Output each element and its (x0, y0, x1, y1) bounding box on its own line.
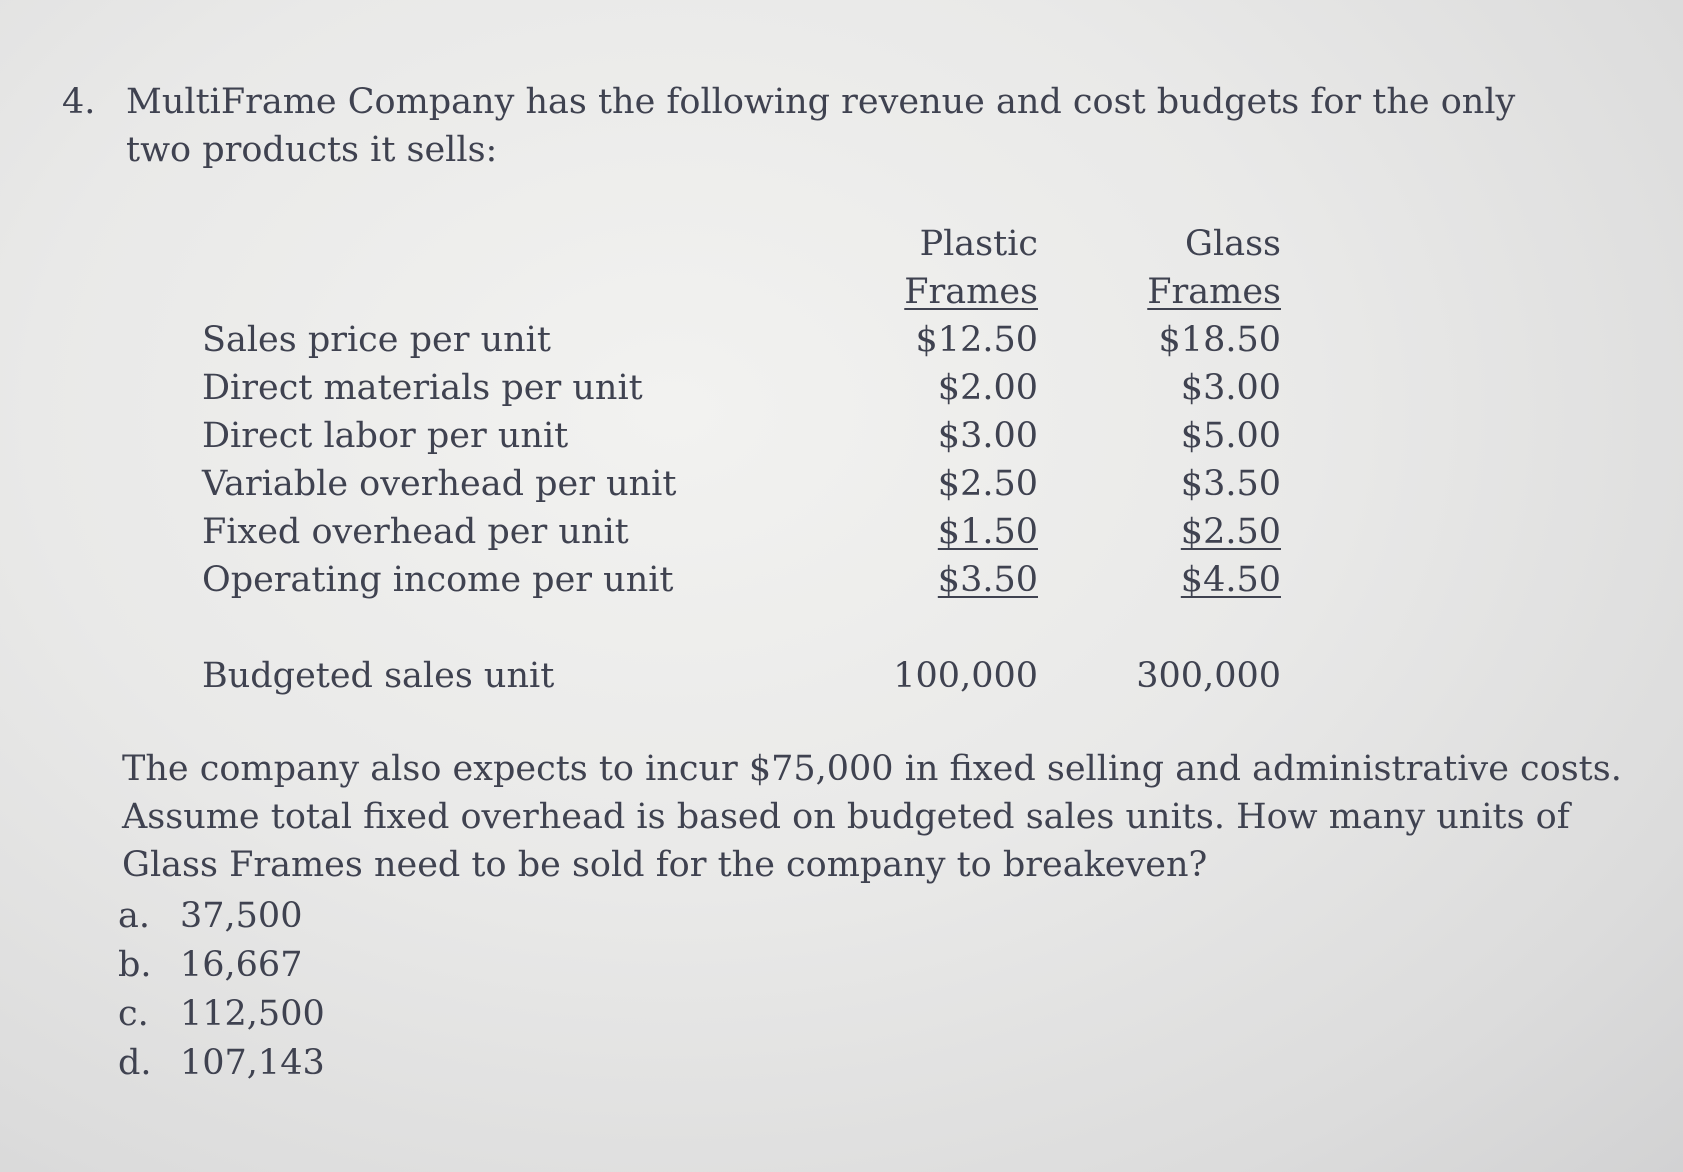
row-label-sales-price: Sales price per unit (202, 320, 551, 360)
row-label-variable-overhead: Variable overhead per unit (202, 464, 677, 504)
choice-letter: b. (118, 945, 152, 985)
choice-letter: a. (118, 896, 150, 936)
row-label-budgeted-sales: Budgeted sales unit (202, 656, 555, 696)
answer-choice-d[interactable] (118, 1039, 325, 1087)
plastic-operating-income: $3.50 (937, 560, 1038, 600)
question-paragraph: The company also expects to incur $75,000 in fixed selling and administrative costs. Assume total fixed overhead is based on budgeted sales units. How many units of Glass Frames need to be sold for the company to breakeven? (122, 749, 1622, 885)
glass-variable-overhead: $3.50 (1180, 464, 1281, 504)
row-label-direct-materials: Direct materials per unit (202, 368, 643, 408)
row-label-operating-income: Operating income per unit (202, 560, 674, 600)
row-label-fixed-overhead: Fixed overhead per unit (202, 512, 629, 552)
glass-header-line2: Frames (1147, 272, 1281, 312)
choice-letter: c. (118, 994, 149, 1034)
plastic-variable-overhead: $2.50 (937, 464, 1038, 504)
glass-direct-labor: $5.00 (1180, 416, 1281, 456)
answer-choice-b[interactable] (118, 941, 302, 989)
plastic-header-line2: Frames (904, 272, 1038, 312)
plastic-fixed-overhead: $1.50 (937, 512, 1038, 552)
choice-value: 107,143 (180, 1043, 325, 1083)
answer-choice-a[interactable] (118, 892, 302, 940)
plastic-header-line1: Plastic (919, 224, 1038, 264)
glass-header-line1: Glass (1185, 224, 1281, 264)
glass-budgeted-sales: 300,000 (1136, 656, 1281, 696)
answer-choice-c[interactable] (118, 990, 325, 1038)
plastic-sales-price: $12.50 (915, 320, 1038, 360)
question-number: 4. (62, 82, 96, 122)
glass-operating-income: $4.50 (1180, 560, 1281, 600)
choice-value: 112,500 (180, 994, 325, 1034)
glass-direct-materials: $3.00 (1180, 368, 1281, 408)
glass-fixed-overhead: $2.50 (1180, 512, 1281, 552)
question-text: MultiFrame Company has the following revenue and cost budgets for the only two products it sells: (126, 82, 1516, 170)
plastic-direct-labor: $3.00 (937, 416, 1038, 456)
choice-value: 37,500 (180, 896, 303, 936)
choice-letter: d. (118, 1043, 152, 1083)
row-label-direct-labor: Direct labor per unit (202, 416, 569, 456)
glass-sales-price: $18.50 (1158, 320, 1281, 360)
choice-value: 16,667 (180, 945, 303, 985)
plastic-budgeted-sales: 100,000 (893, 656, 1038, 696)
plastic-direct-materials: $2.00 (937, 368, 1038, 408)
